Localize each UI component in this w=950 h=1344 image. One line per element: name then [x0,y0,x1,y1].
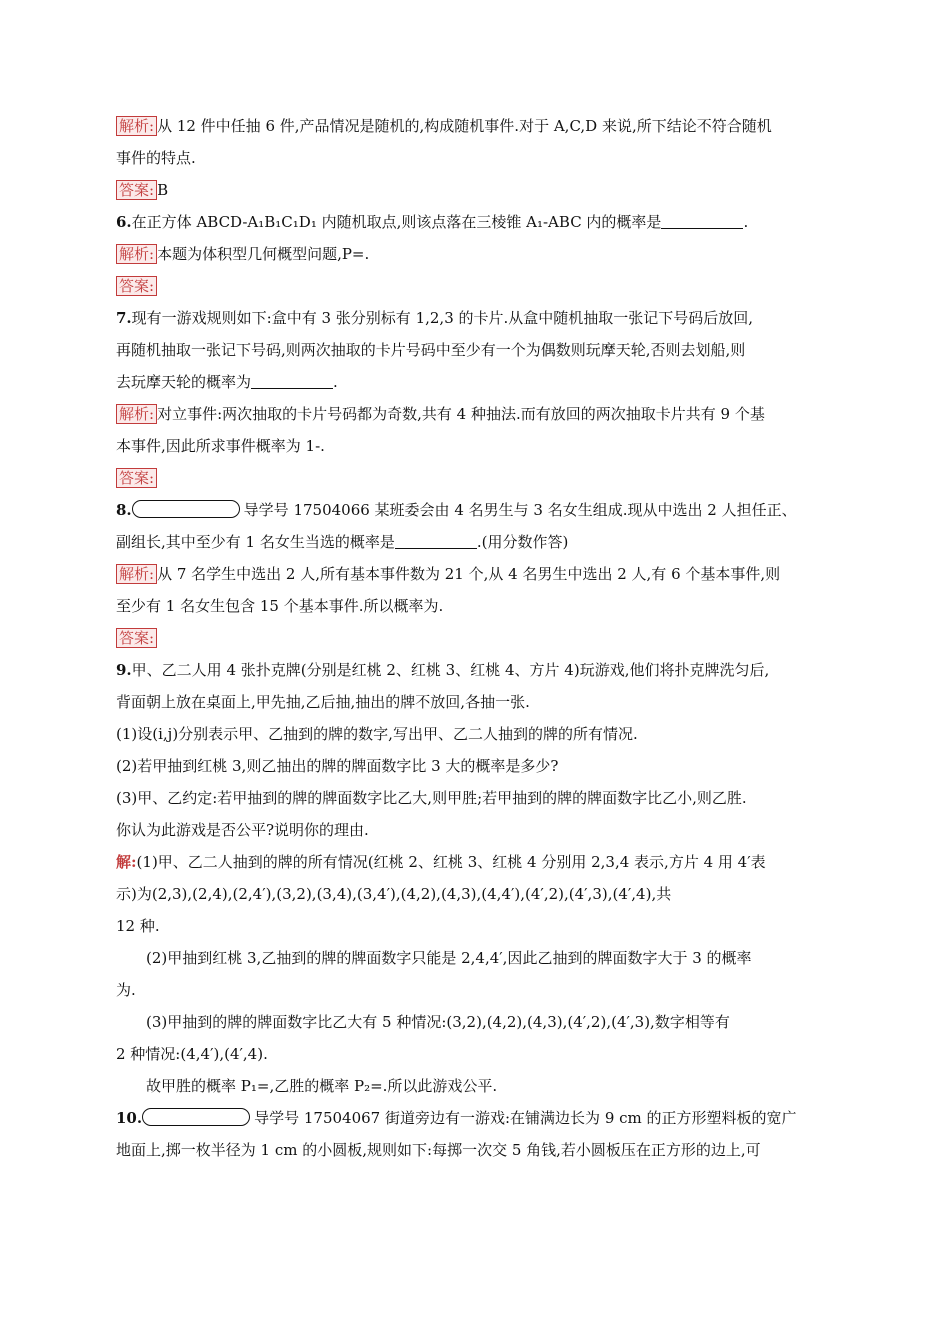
analysis-block-8 [116,558,836,590]
question-number: 7. [116,309,132,327]
question-text: 导学号 17504067 街道旁边有一游戏:在铺满边长为 9 cm 的正方形塑料板的宽广 [254,1109,797,1127]
solution-9 [116,846,836,878]
analysis-text-cont: 事件的特点. [116,149,196,167]
analysis-text: 本题为体积型几何概型问题,P=. [157,245,370,263]
answer-block-5 [116,174,836,206]
analysis-text-cont: 至少有 1 名女生包含 15 个基本事件.所以概率为. [116,597,444,615]
answer-tag: 答案: [116,468,157,488]
solution-text-line: 12 种. [116,917,160,935]
answer-block-6 [116,270,836,302]
sub-question-3: (3)甲、乙约定:若甲抽到的牌的牌面数字比乙大,则甲胜;若甲抽到的牌的牌面数字比乙小,则乙胜. [116,789,747,807]
question-number: 6. [116,213,132,231]
question-text-end: . [743,213,749,231]
question-text-line: 背面朝上放在桌面上,甲先抽,乙后抽,抽出的牌不放回,各抽一张. [116,693,530,711]
analysis-tag: 解析: [116,404,157,424]
answer-tag: 答案: [116,628,157,648]
question-7 [116,302,836,334]
guide-number-pill-icon [132,500,240,518]
question-text: 去玩摩天轮的概率为 [116,373,252,391]
question-text: 副组长,其中至少有 1 名女生当选的概率是 [116,533,395,551]
analysis-tag: 解析: [116,116,157,136]
analysis-tag: 解析: [116,244,157,264]
analysis-text: 从 7 名学生中选出 2 人,所有基本事件数为 21 个,从 4 名男生中选出 2 人,有 6 个基本事件,则 [157,565,781,583]
answer-block-8 [116,622,836,654]
answer-tag: 答案: [116,180,157,200]
analysis-block-5 [116,110,836,142]
analysis-text: 对立事件:两次抽取的卡片号码都为奇数,共有 4 种抽法.而有放回的两次抽取卡片共有 9 个基 [157,405,765,423]
solution-tag: 解: [116,853,137,871]
answer-tag: 答案: [116,276,157,296]
question-text-line [116,526,836,558]
analysis-text: 从 12 件中任抽 6 件,产品情况是随机的,构成随机事件.对于 A,C,D 来说,所下结论不符合随机 [157,117,772,135]
answer-text: B [157,181,169,199]
question-6 [116,206,836,238]
question-text-line: 再随机抽取一张记下号码,则两次抽取的卡片号码中至少有一个为偶数则玩摩天轮,否则去划船,则 [116,341,746,359]
question-text: 导学号 17504066 某班委会由 4 名男生与 3 名女生组成.现从中选出 2 人担任正、 [243,501,797,519]
question-number: 10. [116,1109,143,1127]
solution-part-3: (3)甲抽到的牌的牌面数字比乙大有 5 种情况:(3,2),(4,2),(4,3),(4′,2),(4′,3),数字相等有 [146,1013,730,1031]
answer-blank [661,212,743,229]
question-9 [116,654,836,686]
guide-number-pill-icon [142,1108,250,1126]
document-page [116,110,836,1166]
question-text-end: .(用分数作答) [476,533,569,551]
solution-text: (1)甲、乙二人抽到的牌的所有情况(红桃 2、红桃 3、红桃 4 分别用 2,3,4 表示,方片 4 用 4′表 [136,853,766,871]
question-text: 现有一游戏规则如下:盒中有 3 张分别标有 1,2,3 的卡片.从盒中随机抽取一张记下号码后放回, [131,309,754,327]
sub-question-3-cont: 你认为此游戏是否公平?说明你的理由. [116,821,369,839]
question-text: 甲、乙二人用 4 张扑克牌(分别是红桃 2、红桃 3、红桃 4、方片 4)玩游戏,他们将扑克牌洗匀后, [131,661,770,679]
solution-conclusion: 故甲胜的概率 P₁=,乙胜的概率 P₂=.所以此游戏公平. [146,1077,498,1095]
question-number: 8. [116,501,132,519]
solution-text-line: 2 种情况:(4,4′),(4′,4). [116,1045,268,1063]
analysis-text-cont: 本事件,因此所求事件概率为 1-. [116,437,325,455]
sub-question-2: (2)若甲抽到红桃 3,则乙抽出的牌的牌面数字比 3 大的概率是多少? [116,757,559,775]
question-8 [116,494,836,526]
answer-blank [395,532,477,549]
question-text-line [116,366,836,398]
question-text-end: . [333,373,338,391]
analysis-block-6 [116,238,836,270]
analysis-tag: 解析: [116,564,157,584]
question-10 [116,1102,836,1134]
analysis-block-7 [116,398,836,430]
question-number: 9. [116,661,132,679]
question-text: 在正方体 ABCD-A₁B₁C₁D₁ 内随机取点,则该点落在三棱锥 A₁-ABC 内的概率是 [131,213,662,231]
solution-part-2: (2)甲抽到红桃 3,乙抽到的牌的牌面数字只能是 2,4,4′,因此乙抽到的牌面数字大于 3 的概率 [146,949,752,967]
answer-blank [251,372,333,389]
sub-question-1: (1)设(i,j)分别表示甲、乙抽到的牌的数字,写出甲、乙二人抽到的牌的所有情况. [116,725,638,743]
solution-text-line: 示)为(2,3),(2,4),(2,4′),(3,2),(3,4),(3,4′),(4,2),(4,3),(4,4′),(4′,2),(4′,3),(4′,4),共 [116,885,672,903]
solution-text-line: 为. [116,981,136,999]
question-text-line: 地面上,掷一枚半径为 1 cm 的小圆板,规则如下:每掷一次交 5 角钱,若小圆板压在正方形的边上,可 [116,1141,761,1159]
answer-block-7 [116,462,836,494]
